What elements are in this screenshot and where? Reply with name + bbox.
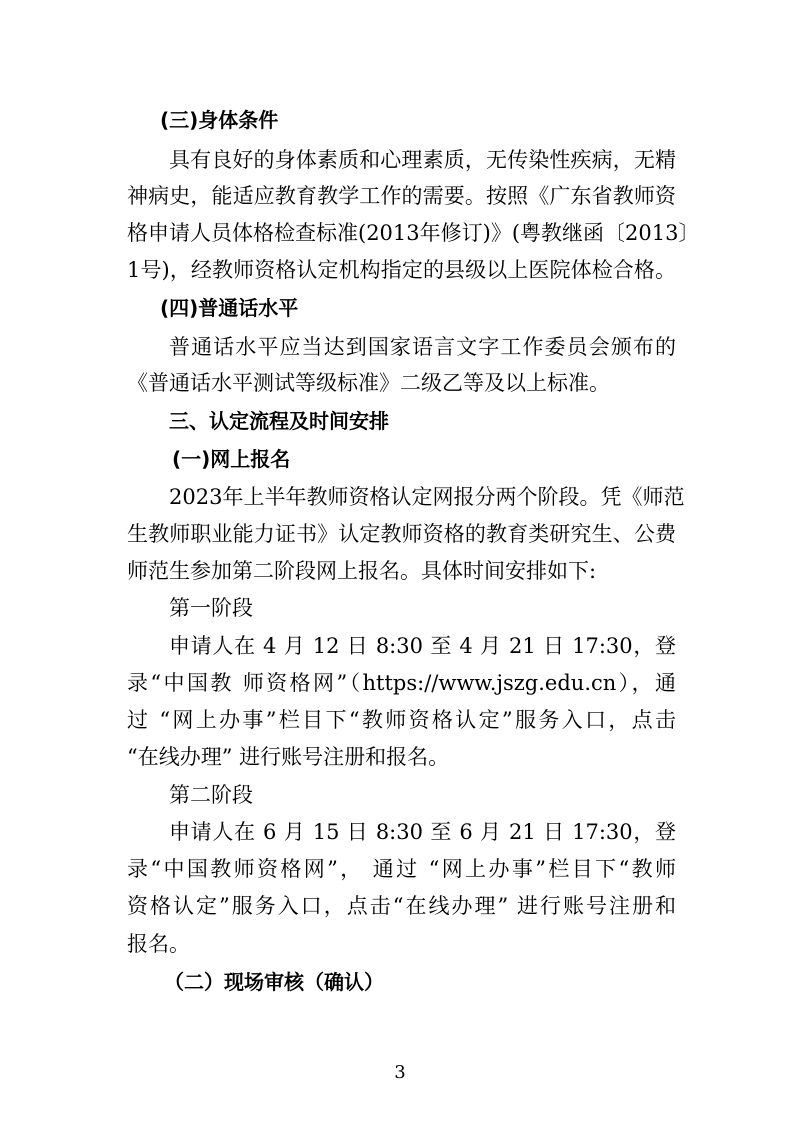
paragraph-line: 过 “网上办事”栏目下“教师资格认定”服务入口，点击 — [127, 708, 676, 732]
paragraph-line: 普通话水平应当达到国家语言文字工作委员会颁布的 — [169, 335, 676, 359]
paragraph-line: 师范生参加第二阶段网上报名。具体时间安排如下: — [127, 559, 597, 583]
phase-title: 第一阶段 — [169, 596, 253, 620]
paragraph-line: 《普通话水平测试等级标准》二级乙等及以上标准。 — [127, 371, 610, 395]
paragraph-line: 资格认定”服务入口，点击“在线办理” 进行账号注册和 — [127, 894, 676, 918]
page-number: 3 — [394, 1062, 406, 1083]
paragraph-line: 生教师职业能力证书》认定教师资格的教育类研究生、公费 — [127, 522, 676, 546]
paragraph-line: “在线办理” 进行账号注册和报名。 — [127, 745, 450, 769]
subsection-heading-onsite-review: （二）现场审核（确认） — [164, 970, 384, 994]
paragraph-line: 录“中国教师资格网”， 通过 “网上办事”栏目下“教师 — [127, 857, 676, 881]
paragraph-line: 申请人在 4 月 12 日 8:30 至 4 月 21 日 17:30，登 — [169, 634, 676, 658]
paragraph-line: 具有良好的身体素质和心理素质，无传染性疾病，无精 — [169, 148, 676, 172]
section-heading-process-schedule: 三、认定流程及时间安排 — [169, 409, 389, 433]
paragraph-line: 格申请人员体格检查标准(2013年修订)》(粤教继函〔2013〕 — [127, 221, 700, 245]
subsection-heading-online-registration: (一)网上报名 — [172, 447, 291, 471]
section-heading-physical-conditions: (三)身体条件 — [160, 108, 279, 132]
paragraph-line: 2023年上半年教师资格认定网报分两个阶段。凭《师范 — [169, 485, 685, 509]
section-heading-mandarin-level: (四)普通话水平 — [160, 296, 299, 320]
paragraph-line: 录“中国教 师资格网”（https://www.jszg.edu.cn），通 — [127, 671, 676, 695]
paragraph-line: 报名。 — [127, 932, 190, 956]
paragraph-line: 申请人在 6 月 15 日 8:30 至 6 月 21 日 17:30，登 — [169, 820, 676, 844]
paragraph-line: 1号)，经教师资格认定机构指定的县级以上医院体检合格。 — [127, 258, 676, 282]
paragraph-line: 神病史，能适应教育教学工作的需要。按照《广东省教师资 — [127, 184, 676, 208]
phase-title: 第二阶段 — [169, 783, 253, 807]
